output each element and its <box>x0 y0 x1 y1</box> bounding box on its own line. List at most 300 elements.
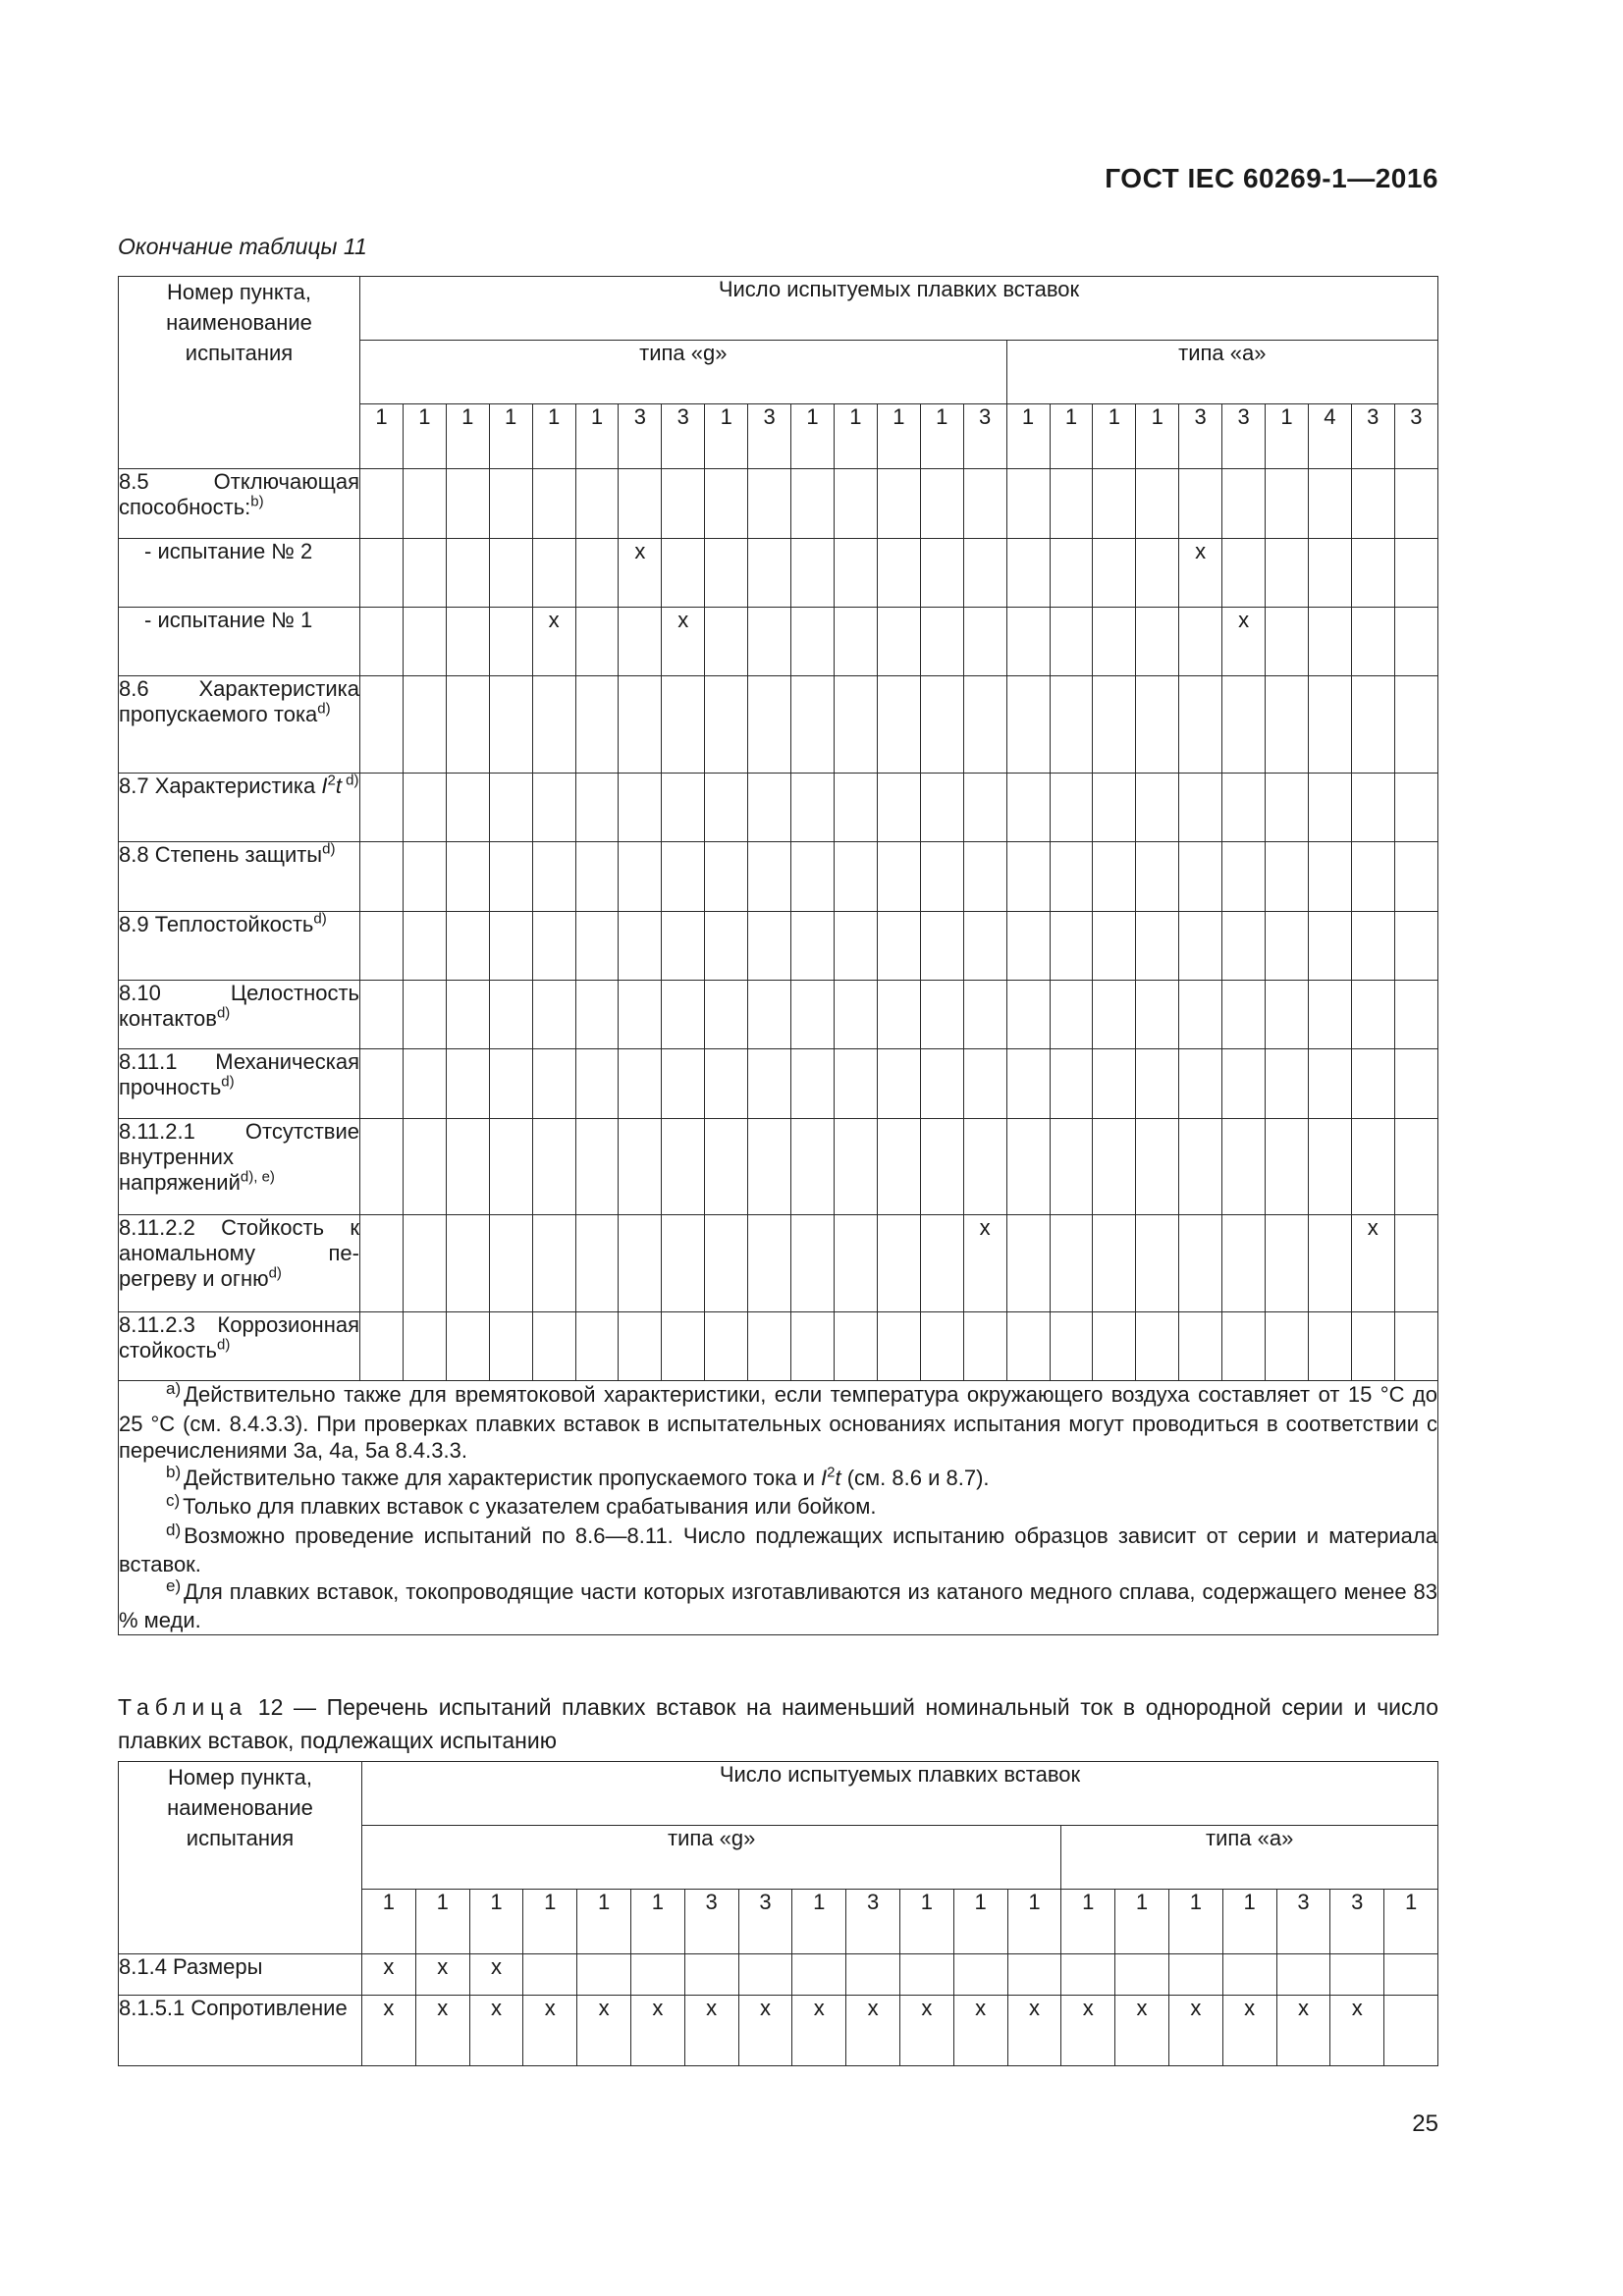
empty-cell <box>1093 608 1136 676</box>
empty-cell <box>1394 774 1437 842</box>
label-text: 8.11.2.2 Стойкость к аномальному перегреву и огню <box>119 1215 359 1291</box>
empty-cell <box>1351 608 1394 676</box>
empty-cell <box>1351 774 1394 842</box>
test-mark: x <box>469 1996 523 2066</box>
note-b <box>119 1462 1437 1494</box>
empty-cell <box>963 842 1006 912</box>
empty-cell <box>575 842 619 912</box>
empty-cell <box>662 842 705 912</box>
table-row <box>119 1996 1438 2066</box>
empty-cell <box>532 981 575 1049</box>
table-row <box>119 981 1438 1049</box>
empty-cell <box>748 539 791 608</box>
empty-cell <box>1168 1954 1222 1996</box>
empty-cell <box>963 608 1006 676</box>
sample-count-cell: 1 <box>523 1890 577 1954</box>
empty-cell <box>489 842 532 912</box>
empty-cell <box>1266 981 1309 1049</box>
empty-cell <box>1394 608 1437 676</box>
empty-cell <box>920 842 963 912</box>
sample-count-cell: 3 <box>748 404 791 469</box>
empty-cell <box>489 981 532 1049</box>
empty-cell <box>403 469 446 539</box>
empty-cell <box>1308 1312 1351 1381</box>
test-mark: x <box>362 1996 416 2066</box>
empty-cell <box>489 774 532 842</box>
empty-cell <box>1006 842 1050 912</box>
empty-cell <box>619 1215 662 1312</box>
note-marker: e) <box>166 1575 182 1595</box>
table-row <box>119 1119 1438 1215</box>
empty-cell <box>1394 912 1437 981</box>
empty-cell <box>619 774 662 842</box>
note-text: Для плавких вставок, токопроводящие части которых изготавливаются из катаного медного сплава, содержащего менее 83 % меди. <box>119 1578 1437 1632</box>
label-text: 8.10 Целостность контактов <box>119 981 359 1031</box>
empty-cell <box>446 1119 489 1215</box>
test-item-label <box>119 842 360 912</box>
empty-cell <box>834 469 877 539</box>
empty-cell <box>489 539 532 608</box>
empty-cell <box>1050 912 1093 981</box>
empty-cell <box>1050 774 1093 842</box>
empty-cell <box>748 1215 791 1312</box>
empty-cell <box>1093 676 1136 774</box>
column-header-line: испытания <box>185 341 294 365</box>
empty-cell <box>1050 1215 1093 1312</box>
sample-count-cell: 1 <box>489 404 532 469</box>
empty-cell <box>1006 774 1050 842</box>
note-text: Только для плавких вставок с указателем срабатывания или бойком. <box>183 1494 877 1519</box>
sample-count-cell: 1 <box>1006 404 1050 469</box>
empty-cell <box>575 1049 619 1119</box>
empty-cell <box>791 469 835 539</box>
empty-cell <box>619 981 662 1049</box>
empty-cell <box>920 912 963 981</box>
empty-cell <box>403 774 446 842</box>
empty-cell <box>1136 981 1179 1049</box>
test-item-label <box>119 469 360 539</box>
empty-cell <box>662 1119 705 1215</box>
sample-count-cell: 1 <box>1007 1890 1061 1954</box>
empty-cell <box>1006 1215 1050 1312</box>
sample-count-cell: 4 <box>1308 404 1351 469</box>
empty-cell <box>1222 1954 1276 1996</box>
empty-cell <box>1308 1215 1351 1312</box>
empty-cell <box>834 1049 877 1119</box>
test-mark: x <box>1179 539 1222 608</box>
empty-cell <box>920 1049 963 1119</box>
empty-cell <box>834 1215 877 1312</box>
empty-cell <box>1394 1312 1437 1381</box>
label-text: 8.6 Характеристика пропускаемого тока <box>119 676 359 726</box>
empty-cell <box>360 842 404 912</box>
header-row <box>119 1762 1438 1826</box>
column-header-test-item <box>119 277 360 469</box>
empty-cell <box>1179 842 1222 912</box>
empty-cell <box>1006 539 1050 608</box>
empty-cell <box>877 608 920 676</box>
table-notes <box>119 1381 1438 1635</box>
label-text: 8.5 Отключающая способность: <box>119 469 359 519</box>
label-text: 8.11.2.1 Отсутствие внутренних напряжений <box>119 1119 359 1195</box>
empty-cell <box>920 539 963 608</box>
empty-cell <box>920 1312 963 1381</box>
sample-count-cell: 1 <box>415 1890 469 1954</box>
empty-cell <box>1050 1119 1093 1215</box>
sample-count-cell: 3 <box>1222 404 1266 469</box>
empty-cell <box>619 1119 662 1215</box>
empty-cell <box>1266 608 1309 676</box>
empty-cell <box>446 1312 489 1381</box>
test-mark: x <box>577 1996 631 2066</box>
test-item-label <box>119 676 360 774</box>
empty-cell <box>920 1215 963 1312</box>
note-marker: d) <box>166 1520 182 1539</box>
empty-cell <box>920 676 963 774</box>
empty-cell <box>1222 981 1266 1049</box>
footnote-ref: d), e) <box>240 1168 275 1186</box>
test-mark: x <box>523 1996 577 2066</box>
document-id: ГОСТ IEC 60269-1—2016 <box>1105 163 1438 193</box>
test-mark: x <box>1222 1996 1276 2066</box>
empty-cell <box>619 676 662 774</box>
table-row <box>119 842 1438 912</box>
label-text: 8.11.1 Механическая прочность <box>119 1049 359 1099</box>
table12-title-text: 12 — Перечень испытаний плавких вставок на наименьший номинальный ток в однородной серии и число плавких вставок, подлежащих испытанию <box>118 1694 1438 1753</box>
empty-cell <box>1136 912 1179 981</box>
empty-cell <box>877 469 920 539</box>
empty-cell <box>1351 1049 1394 1119</box>
empty-cell <box>705 774 748 842</box>
empty-cell <box>1136 774 1179 842</box>
empty-cell <box>877 676 920 774</box>
label-symbol-t: t <box>335 774 342 798</box>
empty-cell <box>1266 469 1309 539</box>
empty-cell <box>705 912 748 981</box>
empty-cell <box>1394 1215 1437 1312</box>
sample-count-cell: 1 <box>953 1890 1007 1954</box>
empty-cell <box>619 1049 662 1119</box>
sample-count-cell: 1 <box>877 404 920 469</box>
empty-cell <box>532 1049 575 1119</box>
test-mark: x <box>630 1996 684 2066</box>
empty-cell <box>575 774 619 842</box>
test-mark: x <box>469 1954 523 1996</box>
empty-cell <box>963 981 1006 1049</box>
empty-cell <box>446 1215 489 1312</box>
test-mark: x <box>792 1996 846 2066</box>
sample-count-cell: 1 <box>705 404 748 469</box>
empty-cell <box>1050 981 1093 1049</box>
empty-cell <box>1006 608 1050 676</box>
empty-cell <box>920 774 963 842</box>
empty-cell <box>446 912 489 981</box>
note-a <box>119 1381 1437 1465</box>
empty-cell <box>792 1954 846 1996</box>
empty-cell <box>403 539 446 608</box>
note-marker: c) <box>166 1491 181 1510</box>
sample-count-cell: 1 <box>1222 1890 1276 1954</box>
empty-cell <box>1179 676 1222 774</box>
empty-cell <box>1222 539 1266 608</box>
empty-cell <box>1266 842 1309 912</box>
empty-cell <box>662 1049 705 1119</box>
empty-cell <box>846 1954 900 1996</box>
empty-cell <box>360 1312 404 1381</box>
empty-cell <box>1179 1119 1222 1215</box>
footnote-ref: d) <box>317 700 331 718</box>
empty-cell <box>834 676 877 774</box>
empty-cell <box>1394 469 1437 539</box>
empty-cell <box>791 676 835 774</box>
label-text: 8.1.4 Размеры <box>119 1954 263 1979</box>
sample-count-cell: 1 <box>1050 404 1093 469</box>
empty-cell <box>575 1312 619 1381</box>
table-row <box>119 1049 1438 1119</box>
sample-count-cell: 1 <box>791 404 835 469</box>
empty-cell <box>532 1215 575 1312</box>
sample-count-cell: 1 <box>792 1890 846 1954</box>
empty-cell <box>877 539 920 608</box>
sample-count-cell: 1 <box>1061 1890 1115 1954</box>
empty-cell <box>963 676 1006 774</box>
empty-cell <box>877 1119 920 1215</box>
sample-count-cell: 3 <box>1394 404 1437 469</box>
empty-cell <box>1179 1215 1222 1312</box>
sample-count-cell: 1 <box>360 404 404 469</box>
empty-cell <box>630 1954 684 1996</box>
empty-cell <box>877 1215 920 1312</box>
empty-cell <box>1007 1954 1061 1996</box>
sample-count-cell: 3 <box>684 1890 738 1954</box>
empty-cell <box>748 676 791 774</box>
column-header-line: испытания <box>186 1826 295 1850</box>
sample-count-cell: 1 <box>577 1890 631 1954</box>
sample-count-cell: 3 <box>619 404 662 469</box>
page-number: 25 <box>1412 2110 1438 2137</box>
footnote-ref: d) <box>216 1004 231 1022</box>
test-mark: x <box>532 608 575 676</box>
empty-cell <box>619 912 662 981</box>
test-item-label <box>119 1215 360 1312</box>
column-header-type-g: типа «g» <box>360 341 1007 404</box>
empty-cell <box>1308 842 1351 912</box>
empty-cell <box>1093 774 1136 842</box>
empty-cell <box>1093 1312 1136 1381</box>
empty-cell <box>403 676 446 774</box>
table-row <box>119 774 1438 842</box>
empty-cell <box>963 469 1006 539</box>
empty-cell <box>1093 842 1136 912</box>
label-symbol-i: I <box>321 774 328 798</box>
empty-cell <box>662 912 705 981</box>
empty-cell <box>403 608 446 676</box>
empty-cell <box>489 1312 532 1381</box>
empty-cell <box>1050 842 1093 912</box>
empty-cell <box>1093 1119 1136 1215</box>
table-row <box>119 539 1438 608</box>
test-mark: x <box>362 1954 416 1996</box>
empty-cell <box>877 774 920 842</box>
column-header-quantity: Число испытуемых плавких вставок <box>360 277 1438 341</box>
empty-cell <box>575 539 619 608</box>
empty-cell <box>360 774 404 842</box>
empty-cell <box>684 1954 738 1996</box>
test-item-label <box>119 981 360 1049</box>
empty-cell <box>577 1954 631 1996</box>
note-text: Действительно также для характеристик пропускаемого тока и <box>184 1465 822 1490</box>
empty-cell <box>619 1312 662 1381</box>
empty-cell <box>575 608 619 676</box>
empty-cell <box>1093 912 1136 981</box>
test-item-label <box>119 539 360 608</box>
empty-cell <box>1266 1049 1309 1119</box>
label-text: - испытание № 1 <box>144 608 313 632</box>
empty-cell <box>1394 1119 1437 1215</box>
label-text: 8.9 Теплостойкость <box>119 912 314 936</box>
empty-cell <box>360 912 404 981</box>
empty-cell <box>1308 539 1351 608</box>
table-12 <box>118 1761 1438 2066</box>
empty-cell <box>360 608 404 676</box>
empty-cell <box>1006 1312 1050 1381</box>
sample-count-cell: 3 <box>1330 1890 1384 1954</box>
empty-cell <box>446 469 489 539</box>
sample-count-cell: 1 <box>1168 1890 1222 1954</box>
empty-cell <box>1330 1954 1384 1996</box>
empty-cell <box>1266 1215 1309 1312</box>
table-row <box>119 676 1438 774</box>
empty-cell <box>1222 912 1266 981</box>
empty-cell <box>1136 1312 1179 1381</box>
test-mark: x <box>1061 1996 1115 2066</box>
empty-cell <box>446 981 489 1049</box>
empty-cell <box>446 1049 489 1119</box>
empty-cell <box>575 676 619 774</box>
column-header-type-a: типа «a» <box>1006 341 1437 404</box>
empty-cell <box>920 981 963 1049</box>
empty-cell <box>1384 1996 1438 2066</box>
table-row <box>119 912 1438 981</box>
empty-cell <box>662 981 705 1049</box>
test-item-label <box>119 1119 360 1215</box>
test-mark: x <box>415 1996 469 2066</box>
test-mark: x <box>619 539 662 608</box>
column-header-test-item <box>119 1762 362 1954</box>
empty-cell <box>748 1049 791 1119</box>
sample-count-cell: 1 <box>899 1890 953 1954</box>
note-e <box>119 1575 1437 1634</box>
test-mark: x <box>415 1954 469 1996</box>
empty-cell <box>877 912 920 981</box>
empty-cell <box>403 1215 446 1312</box>
empty-cell <box>791 1312 835 1381</box>
note-text: Действительно также для времятоковой характеристики, если температура окружающего воздуха составляет от 15 °С до 25 °С (см. 8.4.3.3). При проверках плавких вставок в испытательных основаниях испытания могут проводиться в соответствии с перечислениями 3а, 4а, 5а 8.4.3.3. <box>119 1382 1437 1463</box>
empty-cell <box>1222 774 1266 842</box>
empty-cell <box>705 676 748 774</box>
table-row <box>119 469 1438 539</box>
column-header-line: Номер пункта, <box>167 280 311 304</box>
footnote-ref: d) <box>341 773 359 789</box>
test-mark: x <box>1222 608 1266 676</box>
table12-title <box>118 1690 1438 1757</box>
empty-cell <box>1351 539 1394 608</box>
empty-cell <box>403 842 446 912</box>
empty-cell <box>1006 469 1050 539</box>
note-marker: b) <box>166 1462 182 1481</box>
empty-cell <box>748 842 791 912</box>
empty-cell <box>834 608 877 676</box>
empty-cell <box>963 1312 1006 1381</box>
note-d <box>119 1522 1437 1578</box>
test-mark: x <box>1351 1215 1394 1312</box>
empty-cell <box>963 912 1006 981</box>
empty-cell <box>489 1049 532 1119</box>
empty-cell <box>1222 842 1266 912</box>
empty-cell <box>1308 608 1351 676</box>
empty-cell <box>791 1049 835 1119</box>
empty-cell <box>920 469 963 539</box>
empty-cell <box>834 981 877 1049</box>
empty-cell <box>575 469 619 539</box>
test-mark: x <box>963 1215 1006 1312</box>
empty-cell <box>1222 1215 1266 1312</box>
sample-count-cell: 1 <box>446 404 489 469</box>
empty-cell <box>748 1312 791 1381</box>
empty-cell <box>489 608 532 676</box>
empty-cell <box>791 842 835 912</box>
empty-cell <box>446 774 489 842</box>
test-mark: x <box>1115 1996 1169 2066</box>
empty-cell <box>523 1954 577 1996</box>
empty-cell <box>360 981 404 1049</box>
label-text: 8.8 Степень защиты <box>119 842 323 867</box>
test-item-label <box>119 774 360 842</box>
empty-cell <box>662 1312 705 1381</box>
test-mark: x <box>1330 1996 1384 2066</box>
test-item-label <box>119 1996 362 2066</box>
empty-cell <box>489 469 532 539</box>
empty-cell <box>1266 1119 1309 1215</box>
empty-cell <box>575 981 619 1049</box>
empty-cell <box>877 1049 920 1119</box>
empty-cell <box>662 1215 705 1312</box>
empty-cell <box>1308 1049 1351 1119</box>
empty-cell <box>403 981 446 1049</box>
empty-cell <box>705 1215 748 1312</box>
empty-cell <box>1394 981 1437 1049</box>
empty-cell <box>446 676 489 774</box>
empty-cell <box>1179 1312 1222 1381</box>
empty-cell <box>1050 539 1093 608</box>
empty-cell <box>1351 469 1394 539</box>
empty-cell <box>532 539 575 608</box>
empty-cell <box>791 774 835 842</box>
empty-cell <box>748 608 791 676</box>
empty-cell <box>1050 1049 1093 1119</box>
footnote-ref: b) <box>250 493 264 510</box>
empty-cell <box>1266 774 1309 842</box>
empty-cell <box>532 912 575 981</box>
empty-cell <box>1006 1119 1050 1215</box>
empty-cell <box>1136 842 1179 912</box>
notes-row <box>119 1381 1438 1635</box>
empty-cell <box>1093 1215 1136 1312</box>
empty-cell <box>360 469 404 539</box>
empty-cell <box>1136 1119 1179 1215</box>
empty-cell <box>834 539 877 608</box>
sample-count-cell: 1 <box>1093 404 1136 469</box>
